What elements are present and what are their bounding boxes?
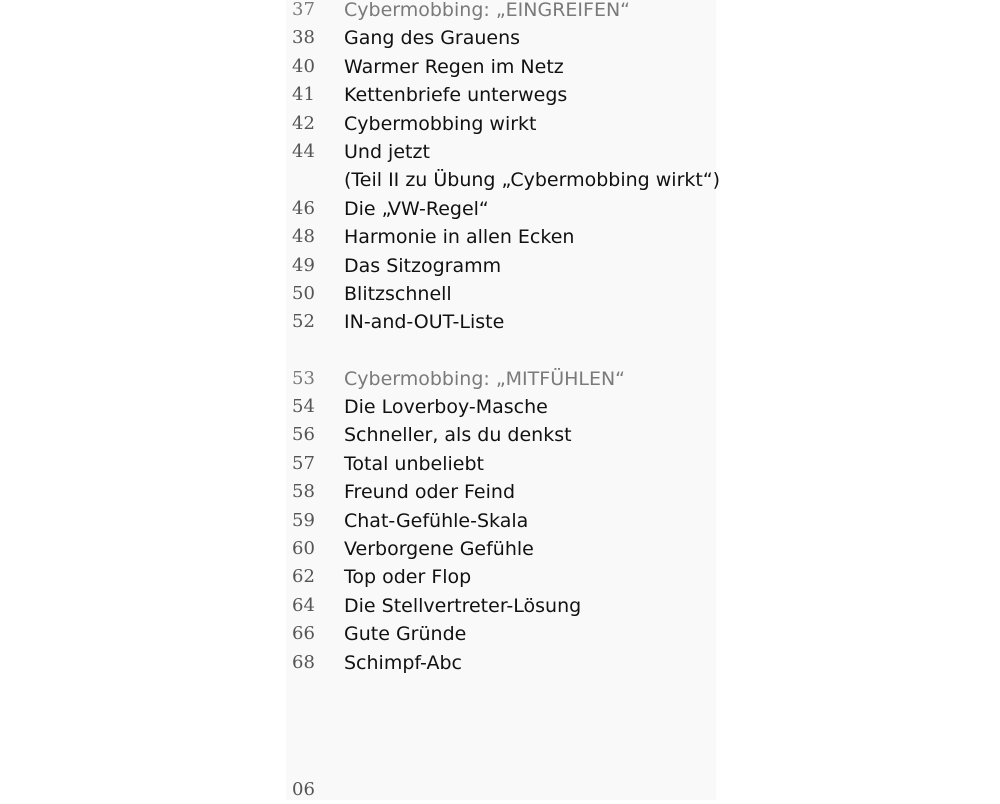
table-of-contents — [292, 0, 721, 677]
toc-entry[interactable] — [292, 252, 712, 280]
toc-page-number: 60 — [292, 538, 315, 560]
toc-page-number: 40 — [292, 55, 315, 77]
toc-entry[interactable] — [292, 24, 712, 52]
toc-page-number: 59 — [292, 509, 315, 531]
toc-entry[interactable] — [292, 280, 712, 308]
toc-entry-title: Verborgene Gefühle — [344, 538, 534, 561]
toc-entry-title: Die „VW-Regel“ — [344, 197, 489, 220]
toc-page-number: 52 — [292, 311, 315, 333]
toc-entry[interactable] — [292, 507, 712, 535]
toc-entry[interactable] — [292, 421, 712, 449]
toc-page-number: 56 — [292, 424, 315, 446]
toc-page-number: 66 — [292, 623, 315, 645]
toc-entry[interactable] — [292, 138, 712, 166]
toc-entry[interactable] — [292, 450, 712, 478]
toc-section-eingreifen — [292, 0, 721, 337]
toc-entry-title: (Teil II zu Übung „Cybermobbing wirkt“) — [344, 169, 721, 192]
toc-entry-title: Das Sitzogramm — [344, 254, 502, 277]
toc-entry[interactable] — [292, 195, 712, 223]
toc-entry[interactable] — [292, 478, 712, 506]
toc-entry-title: Warmer Regen im Netz — [344, 55, 564, 78]
toc-entry-title: Freund oder Feind — [344, 481, 515, 504]
toc-heading-title: Cybermobbing: „MITFÜHLEN“ — [344, 367, 626, 390]
toc-entry-title: IN-and-OUT-Liste — [344, 311, 505, 334]
toc-page-number: 48 — [292, 226, 315, 248]
toc-entry[interactable] — [292, 223, 712, 251]
toc-entry-title: Gute Gründe — [344, 623, 467, 646]
toc-page-number: 44 — [292, 140, 315, 162]
toc-entry[interactable] — [292, 563, 712, 591]
toc-entry-title: Top oder Flop — [344, 566, 472, 589]
toc-page-number: 42 — [292, 112, 315, 134]
toc-page-number: 53 — [292, 367, 315, 389]
toc-page-number: 68 — [292, 651, 315, 673]
toc-entry[interactable] — [292, 620, 712, 648]
toc-entry[interactable] — [292, 535, 712, 563]
toc-page-number: 58 — [292, 481, 315, 503]
toc-page-number: 37 — [292, 0, 315, 20]
toc-section-mitfuehlen — [292, 365, 712, 677]
toc-entry[interactable] — [292, 649, 712, 677]
toc-entry-title: Kettenbriefe unterwegs — [344, 84, 568, 107]
toc-entry-continuation — [292, 166, 721, 194]
toc-entry[interactable] — [292, 308, 712, 336]
toc-entry-title: Und jetzt — [344, 140, 430, 163]
toc-heading-title: Cybermobbing: „EINGREIFEN“ — [344, 0, 631, 21]
page-number: 06 — [292, 779, 315, 800]
toc-entry-title: Cybermobbing wirkt — [344, 112, 537, 135]
toc-page-number: 57 — [292, 452, 315, 474]
toc-entry-title: Gang des Grauens — [344, 27, 521, 50]
toc-section-heading — [292, 0, 712, 24]
toc-entry[interactable] — [292, 393, 712, 421]
toc-entry[interactable] — [292, 592, 712, 620]
toc-entry-title: Chat-Gefühle-Skala — [344, 509, 529, 532]
toc-page-number: 62 — [292, 566, 315, 588]
toc-page-number: 54 — [292, 396, 315, 418]
toc-entry-title: Blitzschnell — [344, 282, 452, 305]
toc-section-heading — [292, 365, 712, 393]
toc-entry-title: Die Stellvertreter-Lösung — [344, 594, 582, 617]
toc-entry-title: Schimpf-Abc — [344, 651, 462, 674]
toc-page-number: 64 — [292, 594, 315, 616]
toc-page-number: 50 — [292, 282, 315, 304]
toc-entry[interactable] — [292, 110, 712, 138]
toc-entry-title: Harmonie in allen Ecken — [344, 226, 575, 249]
toc-page-number: 49 — [292, 254, 315, 276]
toc-entry-title: Total unbeliebt — [344, 452, 485, 475]
toc-page-number: 46 — [292, 197, 315, 219]
toc-entry[interactable] — [292, 53, 712, 81]
toc-page-number: 38 — [292, 27, 315, 49]
toc-entry[interactable] — [292, 81, 712, 109]
toc-entry-title: Die Loverboy-Masche — [344, 396, 548, 419]
toc-entry-title: Schneller, als du denkst — [344, 424, 572, 447]
toc-page-number: 41 — [292, 84, 315, 106]
